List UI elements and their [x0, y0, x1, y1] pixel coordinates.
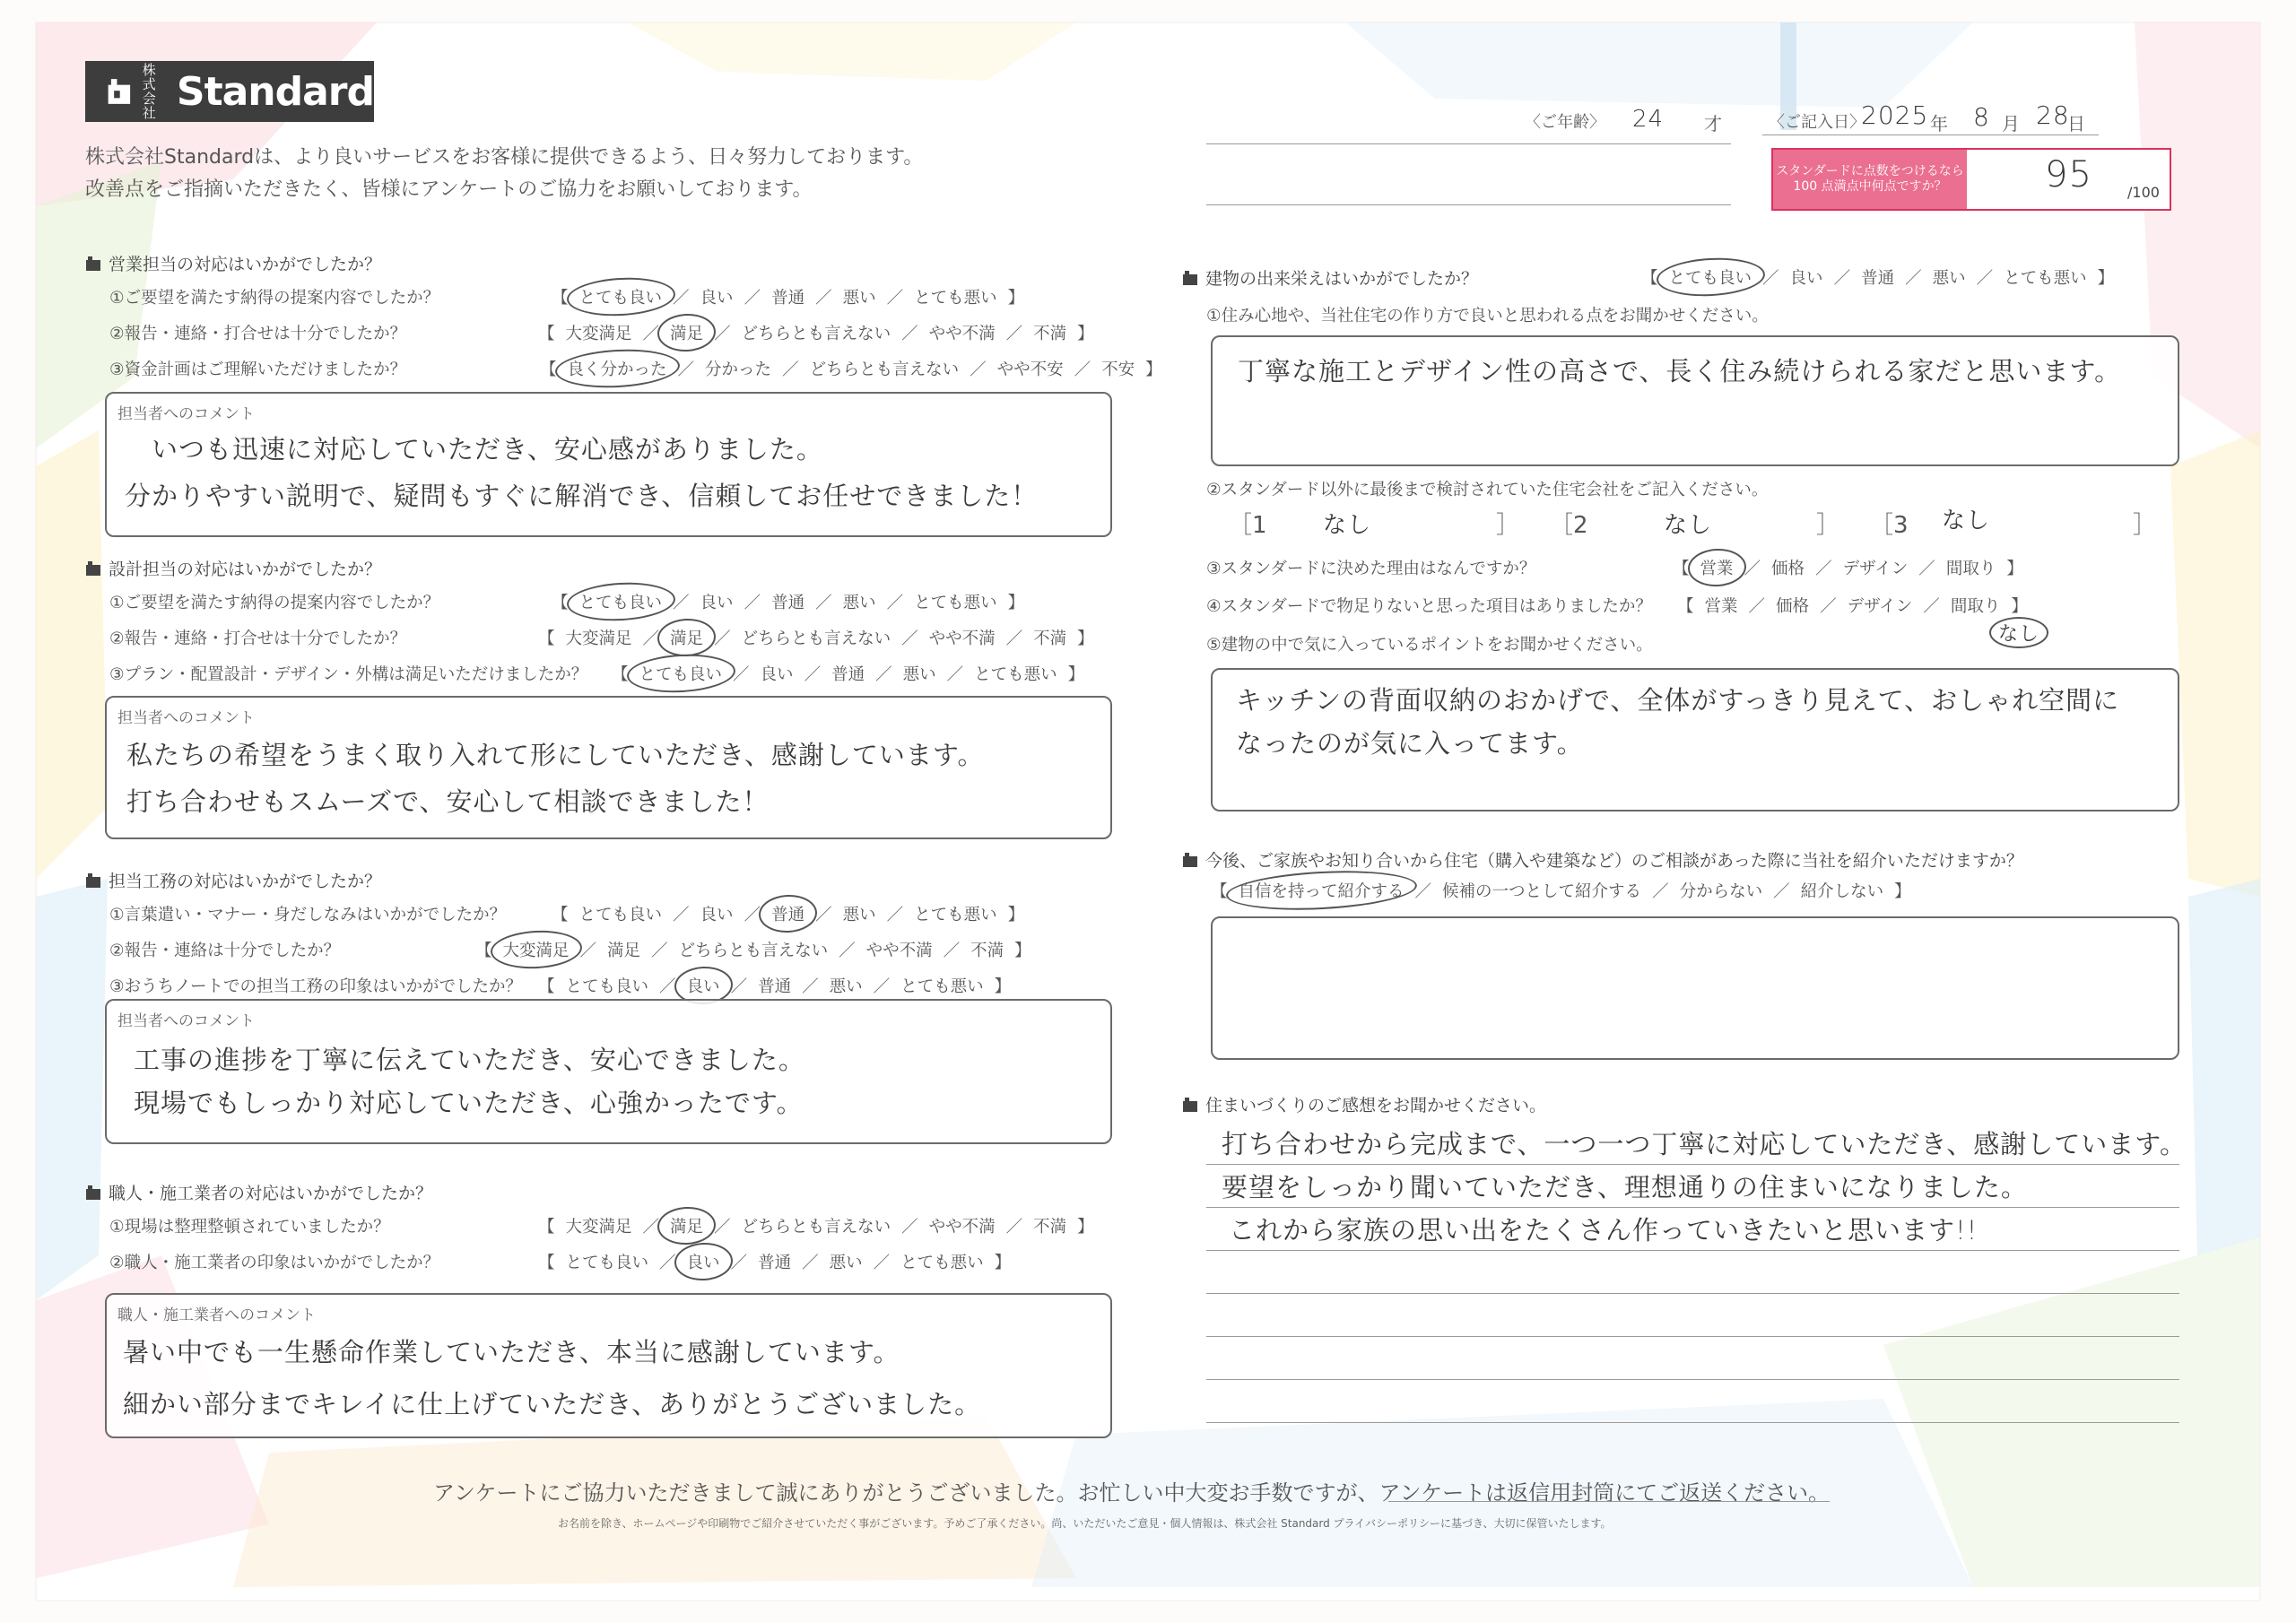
construction-section-title: 担当工務の対応はいかがでしたか？ [85, 868, 381, 892]
blank-underline [1206, 204, 1731, 205]
referral-section-title: 今後、ご家族やお知り合いから住宅（購入や建築など）のご相談があった際に当社を紹介いただけますか？ [1182, 847, 2023, 872]
sales-q3-opt-1[interactable]: 良く分かった [566, 357, 669, 380]
building-q2: ②スタンダード以外に最後まで検討されていた住宅会社をご記入ください。 [1206, 481, 1769, 499]
impressions-line-3: これから家族の思い出をたくさん作っていきたいと思います!! [1229, 1215, 1979, 1245]
building-q5-answer-box[interactable] [1211, 668, 2179, 812]
design-comment-line-1: 私たちの希望をうまく取り入れて形にしていただき、感謝しています。 [126, 740, 985, 770]
sales-comment-box[interactable] [105, 392, 1112, 537]
referral-comment-box[interactable] [1211, 916, 2179, 1060]
building-q4-opt-3[interactable]: デザイン [1847, 597, 1913, 616]
construction-q2-options: 【 大変満足 ／ 満足 ／ どちらとも言えない ／ やや不満 ／ 不満 】 [466, 938, 1040, 961]
craftsmen-q2: ②職人・施工業者の印象はいかがでしたか？ [109, 1254, 440, 1272]
craftsmen-q1-options: 【 大変満足 ／ 満足 ／ どちらとも言えない ／ やや不満 ／ 不満 】 [529, 1214, 1103, 1237]
sales-q2-opt-2[interactable]: 満足 [668, 321, 705, 344]
sales-q2-opt-3[interactable]: どちらとも言えない [741, 325, 891, 343]
date-month: 8 [1973, 102, 1990, 132]
design-q1-opt-2[interactable]: 良い [700, 594, 734, 612]
sales-q1-opt-4[interactable]: 悪い [842, 289, 876, 308]
impressions-line-rule-4 [1206, 1293, 2179, 1294]
building-q4-opt-2[interactable]: 価格 [1776, 597, 1810, 616]
design-q1-opt-4[interactable]: 悪い [842, 594, 876, 612]
building-section-title: 建物の出来栄えはいかがでしたか？ [1182, 265, 1478, 290]
competitor-slot-1-value[interactable]: なし [1323, 512, 1372, 539]
craftsmen-q2-opt-2[interactable]: 良い [685, 1250, 722, 1273]
construction-q3-options: 【 とても良い ／ 良い ／ 普通 ／ 悪い ／ とても悪い 】 [529, 974, 1020, 997]
sales-q1-opt-3[interactable]: 普通 [771, 289, 805, 308]
referral-opt-2[interactable]: 候補の一つとして紹介する [1442, 882, 1642, 901]
building-opt-2[interactable]: 良い [1789, 269, 1823, 288]
building-q1-answer-box[interactable] [1211, 335, 2179, 466]
building-q3-opt-4[interactable]: 間取り [1945, 560, 1996, 578]
footer-underline [1388, 1501, 1830, 1502]
building-q5-line-1: キッチンの背面収納のおかげで、全体がすっきり見えて、おしゃれ空間に [1236, 685, 2120, 716]
date-month-unit: 月 [2002, 113, 2020, 135]
footer-privacy: お名前を除き、ホームページや印刷物でご紹介させていただく事がございます。予めご了承ください。尚、いただいたご意見・個人情報は、株式会社 Standard プライバシーポリシーに基づき、大切に保管いたします。 [558, 1517, 1612, 1530]
sales-q3-options: 【 良く分かった ／ 分かった ／ どちらとも言えない ／ やや不安 ／ 不安 】 [531, 357, 1171, 380]
design-q2-opt-1[interactable]: 大変満足 [565, 629, 632, 648]
logo-name: Standard [176, 68, 374, 115]
construction-q2: ②報告・連絡は十分でしたか？ [109, 942, 341, 960]
impressions-line-2: 要望をしっかり聞いていただき、理想通りの住まいになりました。 [1222, 1172, 2028, 1202]
sales-q2: ②報告・連絡・打合せは十分でしたか？ [109, 325, 407, 343]
craftsmen-section-title: 職人・施工業者の対応はいかがでしたか？ [85, 1180, 432, 1204]
competitor-slot-3-close: ］ [2133, 512, 2157, 539]
referral-opt-1[interactable]: 自信を持って紹介する [1237, 879, 1406, 902]
sales-q2-opt-5[interactable]: 不満 [1033, 325, 1067, 343]
construction-q3-opt-3[interactable]: 普通 [758, 977, 792, 996]
impressions-line-rule-3 [1206, 1250, 2179, 1251]
impressions-line-rule-7 [1206, 1422, 2179, 1423]
construction-q1-opt-1[interactable]: とても良い [578, 906, 663, 924]
design-q2-opt-2[interactable]: 満足 [668, 626, 705, 649]
building-q3: ③スタンダードに決めた理由はなんですか？ [1206, 560, 1536, 578]
logo-kabushiki: 株式会社 [142, 62, 156, 121]
house-bullet-icon [1182, 270, 1198, 286]
craftsmen-comment-line-1: 暑い中でも一生懸命作業していただき、本当に感謝しています。 [123, 1337, 900, 1367]
building-q3-opt-1[interactable]: 営業 [1699, 556, 1735, 579]
house-logo-icon [107, 74, 132, 108]
impressions-section-title: 住まいづくりのご感想をお聞かせください。 [1182, 1092, 1546, 1116]
construction-q2-opt-3[interactable]: どちらとも言えない [678, 942, 829, 960]
craftsmen-q1-opt-5[interactable]: 不満 [1033, 1218, 1067, 1237]
competitor-slot-3-value[interactable]: なし [1942, 508, 1991, 534]
sales-comment-label: 担当者へのコメント [117, 405, 255, 423]
building-opt-1[interactable]: とても良い [1667, 265, 1754, 289]
score-prompt: スタンダードに点数をつけるなら 100 点満点中何点ですか？ [1773, 150, 1967, 209]
design-q2-opt-3[interactable]: どちらとも言えない [741, 629, 891, 648]
building-opt-3[interactable]: 普通 [1861, 269, 1895, 288]
sales-q1-options: 【 とても良い ／ 良い ／ 普通 ／ 悪い ／ とても悪い 】 [543, 285, 1033, 308]
design-q3-opt-2[interactable]: 良い [760, 665, 794, 684]
company-logo [85, 61, 374, 122]
design-q3-opt-5[interactable]: とても悪い [974, 665, 1057, 684]
date-year: 2025 [1861, 100, 1929, 130]
competitor-slot-2-close: ］ [1816, 512, 1840, 539]
building-q5: ⑤建物の中で気に入っているポイントをお聞かせください。 [1206, 636, 1653, 655]
impressions-line-rule-1 [1206, 1164, 2179, 1165]
design-comment-box[interactable] [105, 696, 1112, 839]
construction-comment-box[interactable] [105, 999, 1112, 1144]
construction-q2-opt-4[interactable]: やや不満 [865, 942, 933, 960]
building-title-options: 【 とても良い ／ 良い ／ 普通 ／ 悪い ／ とても悪い 】 [1632, 265, 2123, 289]
craftsmen-q1: ①現場は整理整頓されていましたか？ [109, 1218, 390, 1237]
sales-q2-opt-1[interactable]: 大変満足 [565, 325, 632, 343]
construction-q1-opt-4[interactable]: 悪い [842, 906, 876, 924]
construction-comment-label: 担当者へのコメント [117, 1012, 255, 1030]
building-q1: ①住み心地や、当社住宅の作り方で良いと思われる点をお聞かせください。 [1206, 307, 1769, 325]
construction-comment-line-2: 現場でもしっかり対応していただき、心強かったです。 [134, 1088, 804, 1118]
craftsmen-q1-opt-4[interactable]: やや不満 [928, 1218, 996, 1237]
date-year-unit: 年 [1930, 113, 1948, 135]
design-q1-opt-3[interactable]: 普通 [771, 594, 805, 612]
impressions-line-rule-5 [1206, 1336, 2179, 1337]
building-q4-opt-4[interactable]: 間取り [1950, 597, 2001, 616]
competitor-slot-1-close: ］ [1496, 512, 1520, 539]
referral-opt-3[interactable]: 分からない [1679, 882, 1763, 901]
craftsmen-q1-opt-1[interactable]: 大変満足 [565, 1218, 632, 1237]
impressions-line-rule-2 [1206, 1207, 2179, 1208]
referral-options: 【 自信を持って紹介する ／ 候補の一つとして紹介する ／ 分からない ／ 紹介しない 】 [1202, 879, 1920, 902]
construction-q1-opt-3[interactable]: 普通 [770, 902, 806, 925]
craftsmen-comment-box[interactable] [105, 1293, 1112, 1438]
score-max: /100 [2127, 184, 2160, 201]
sales-q3-opt-4[interactable]: やや不安 [996, 360, 1064, 379]
house-bullet-icon [85, 872, 101, 889]
craftsmen-comment-label: 職人・施工業者へのコメント [117, 1306, 316, 1324]
score-value: 95 [2045, 154, 2092, 195]
construction-q1-options: 【 とても良い ／ 良い ／ 普通 ／ 悪い ／ とても悪い 】 [543, 902, 1033, 925]
construction-q3: ③おうちノートでの担当工務の印象はいかがでしたか？ [109, 977, 523, 996]
craftsmen-q2-opt-4[interactable]: 悪い [829, 1254, 863, 1272]
design-q2-opt-4[interactable]: やや不満 [928, 629, 996, 648]
design-q3-opt-4[interactable]: 悪い [902, 665, 936, 684]
competitor-slot-1-num: ［1 [1229, 512, 1267, 539]
competitor-slot-2-num: ［2 [1550, 512, 1588, 539]
design-q2: ②報告・連絡・打合せは十分でしたか？ [109, 629, 407, 648]
competitor-slot-2-value[interactable]: なし [1664, 512, 1713, 539]
sales-q1: ①ご要望を満たす納得の提案内容でしたか？ [109, 289, 440, 308]
house-bullet-icon [85, 1185, 101, 1201]
craftsmen-comment-line-2: 細かい部分までキレイに仕上げていただき、ありがとうございました。 [123, 1389, 982, 1419]
design-q3: ③プラン・配置設計・デザイン・外構は満足いただけましたか？ [109, 665, 588, 684]
date-day: 28 [2036, 100, 2070, 130]
house-bullet-icon [1182, 1097, 1198, 1113]
impressions-line-1: 打ち合わせから完成まで、一つ一つ丁寧に対応していただき、感謝しています。 [1222, 1129, 2187, 1159]
house-bullet-icon [85, 560, 101, 577]
building-q4-note: なし [1989, 617, 2048, 648]
construction-q2-opt-5[interactable]: 不満 [970, 942, 1004, 960]
design-q3-opt-3[interactable]: 普通 [831, 665, 865, 684]
sales-comment-line-2: 分かりやすい説明で、疑問もすぐに解消でき、信頼してお任せできました！ [125, 481, 1039, 511]
craftsmen-q2-opt-1[interactable]: とても良い [565, 1254, 649, 1272]
sales-q1-opt-2[interactable]: 良い [700, 289, 734, 308]
intro-line-2: 改善点をご指摘いただきたく、皆様にアンケートのご協力をお願いしております。 [85, 178, 813, 201]
construction-q3-opt-4[interactable]: 悪い [829, 977, 863, 996]
building-q1-answer: 丁寧な施工とデザイン性の高さで、長く住み続けられる家だと思います。 [1238, 356, 2122, 386]
craftsmen-q1-opt-2[interactable]: 満足 [668, 1214, 705, 1237]
design-q1-opt-1[interactable]: とても良い [578, 590, 665, 613]
sales-q2-options: 【 大変満足 ／ 満足 ／ どちらとも言えない ／ やや不満 ／ 不満 】 [529, 321, 1103, 344]
building-q3-opt-3[interactable]: デザイン [1842, 560, 1909, 578]
sales-q1-opt-1[interactable]: とても良い [578, 285, 665, 308]
building-opt-5[interactable]: とても悪い [2004, 269, 2087, 288]
building-q3-opt-2[interactable]: 価格 [1771, 560, 1805, 578]
age-value: 24 [1632, 106, 1665, 133]
footer-thanks: アンケートにご協力いただきまして誠にありがとうございました。お忙しい中大変お手数ですが、アンケートは返信用封筒にてご返送ください。 [433, 1480, 1831, 1506]
intro-line-1: 株式会社Standardは、より良いサービスをお客様に提供できるよう、日々努力しております。 [85, 146, 924, 169]
date-label: 〈ご記入日〉 [1769, 113, 1866, 132]
building-opt-4[interactable]: 悪い [1932, 269, 1966, 288]
age-unit: 才 [1704, 113, 1722, 135]
construction-q2-opt-1[interactable]: 大変満足 [501, 938, 571, 961]
design-section-title: 設計担当の対応はいかがでしたか？ [85, 556, 381, 580]
sales-comment-line-1: いつも迅速に対応していただき、安心感がありました。 [152, 434, 823, 464]
design-q3-opt-1[interactable]: とても良い [638, 662, 725, 685]
design-q2-options: 【 大変満足 ／ 満足 ／ どちらとも言えない ／ やや不満 ／ 不満 】 [529, 626, 1103, 649]
competitor-slot-3-num: ［3 [1870, 512, 1909, 539]
design-q1-options: 【 とても良い ／ 良い ／ 普通 ／ 悪い ／ とても悪い 】 [543, 590, 1033, 613]
design-comment-label: 担当者へのコメント [117, 709, 255, 727]
design-q1-opt-5[interactable]: とても悪い [914, 594, 997, 612]
building-q4-opt-1[interactable]: 営業 [1704, 597, 1738, 616]
building-q5-line-2: なったのが気に入ってます。 [1236, 728, 1584, 759]
design-q2-opt-5[interactable]: 不満 [1033, 629, 1067, 648]
design-comment-line-2: 打ち合わせもスムーズで、安心して相談できました！ [126, 786, 770, 817]
house-bullet-icon [85, 256, 101, 272]
construction-q1: ①言葉遣い・マナー・身だしなみはいかがでしたか？ [109, 906, 507, 924]
construction-q3-opt-2[interactable]: 良い [685, 974, 722, 997]
construction-comment-line-1: 工事の進捗を丁寧に伝えていただき、安心できました。 [134, 1045, 805, 1075]
sales-q3-opt-2[interactable]: 分かった [705, 360, 772, 379]
sales-q3-opt-5[interactable]: 不安 [1101, 360, 1135, 379]
house-bullet-icon [1182, 852, 1198, 868]
craftsmen-q2-opt-3[interactable]: 普通 [758, 1254, 792, 1272]
construction-q3-opt-5[interactable]: とても悪い [900, 977, 984, 996]
building-q3-options: 【 営業 ／ 価格 ／ デザイン ／ 間取り 】 [1664, 556, 2032, 579]
sales-section-title: 営業担当の対応はいかがでしたか？ [85, 251, 381, 275]
age-underline [1206, 143, 1731, 144]
design-q3-options: 【 とても良い ／ 良い ／ 普通 ／ 悪い ／ とても悪い 】 [603, 662, 1093, 685]
sales-q1-opt-5[interactable]: とても悪い [914, 289, 997, 308]
referral-opt-4[interactable]: 紹介しない [1800, 882, 1884, 901]
construction-q1-opt-2[interactable]: 良い [700, 906, 734, 924]
age-label: 〈ご年齢〉 [1525, 113, 1605, 132]
sales-q3: ③資金計画はご理解いただけましたか？ [109, 360, 407, 379]
building-q4: ④スタンダードで物足りないと思った項目はありましたか？ [1206, 597, 1652, 616]
craftsmen-q2-options: 【 とても良い ／ 良い ／ 普通 ／ 悪い ／ とても悪い 】 [529, 1250, 1020, 1273]
impressions-line-rule-6 [1206, 1379, 2179, 1380]
sales-q2-opt-4[interactable]: やや不満 [928, 325, 996, 343]
building-q4-options: 【 営業 ／ 価格 ／ デザイン ／ 間取り 】 [1668, 594, 2037, 617]
construction-q1-opt-5[interactable]: とても悪い [914, 906, 997, 924]
construction-q3-opt-1[interactable]: とても良い [565, 977, 649, 996]
date-day-unit: 日 [2067, 113, 2085, 135]
craftsmen-q2-opt-5[interactable]: とても悪い [900, 1254, 984, 1272]
design-q1: ①ご要望を満たす納得の提案内容でしたか？ [109, 594, 440, 612]
craftsmen-q1-opt-3[interactable]: どちらとも言えない [741, 1218, 891, 1237]
construction-q2-opt-2[interactable]: 満足 [607, 942, 641, 960]
sales-q3-opt-3[interactable]: どちらとも言えない [809, 360, 960, 379]
